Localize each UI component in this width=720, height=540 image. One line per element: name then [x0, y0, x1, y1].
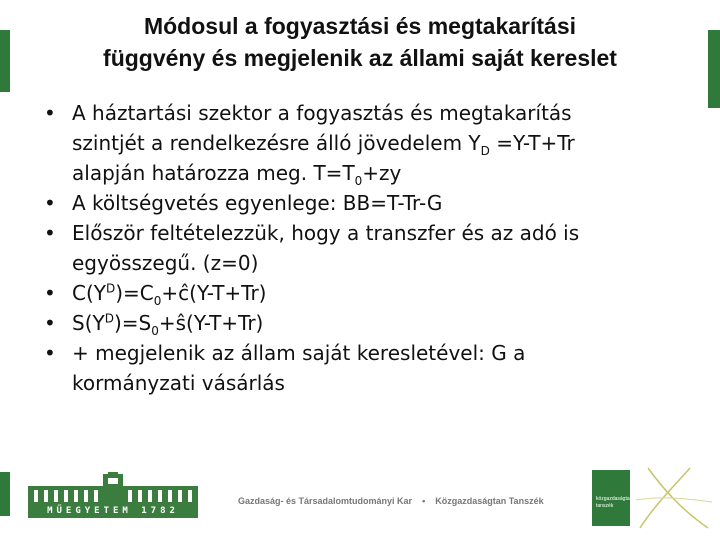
bullet-6-line-2: kormányzati vásárlás [72, 371, 285, 395]
bullet-dot: • [44, 281, 56, 305]
bullet-1-line-3 [72, 158, 680, 188]
bullet-item-6 [40, 338, 680, 398]
text-part: +ŝ(Y-T+Tr) [158, 311, 264, 335]
text-part: +ĉ(Y-T+Tr) [161, 281, 267, 305]
text-part: +zy [362, 161, 402, 185]
bullet-4-text [72, 278, 680, 308]
title-line-2: függvény és megjelenik az állami saját kereslet [103, 45, 617, 71]
text-part: )=S [113, 311, 152, 335]
left-footer-accent-bar [0, 472, 10, 516]
text-part: S(Y [72, 311, 105, 335]
faculty-name: Gazdaság- és Társadalomtudományi Kar [238, 496, 413, 506]
bullet-item-2 [40, 188, 680, 218]
title-line-1: Módosul a fogyasztási és megtakarítási [143, 13, 577, 39]
footer-separator: • [422, 496, 426, 506]
bullet-3-line-1: Először feltételezzük, hogy a transzfer és az adó is [72, 221, 580, 245]
bullet-list [40, 98, 680, 398]
bullet-5-text [72, 308, 680, 338]
bullet-dot: • [44, 191, 56, 215]
subscript: 0 [153, 294, 162, 308]
bullet-2-text: A költségvetés egyenlege: BB=T-Tr-G [72, 191, 443, 215]
subscript: D [480, 144, 490, 158]
bullet-6-line-1: + megjelenik az állam saját keresletével: G a [72, 341, 526, 365]
bullet-dot: • [44, 101, 56, 125]
text-part: alapján határozza meg. T=T [72, 161, 355, 185]
department-logo-text: közgazdaságtan tanszék [596, 496, 633, 509]
bullet-dot: • [44, 341, 56, 365]
department-name: Közgazdaságtan Tanszék [435, 496, 544, 506]
text-part: C(Y [72, 281, 106, 305]
bullet-dot: • [44, 311, 56, 335]
bullet-dot: • [44, 221, 56, 245]
department-decoration-icon [634, 466, 714, 530]
text-part: )=C [115, 281, 154, 305]
text-part: szintjét a rendelkezésre álló jövedelem Y [72, 131, 481, 155]
left-accent-bar [0, 30, 10, 92]
bullet-item-5 [40, 308, 680, 338]
bullet-item-1 [40, 98, 680, 188]
slide-title [40, 10, 680, 74]
bullet-item-3 [40, 218, 680, 278]
bullet-1-line-2 [72, 128, 680, 158]
bullet-3-line-2: egyösszegű. (z=0) [72, 251, 259, 275]
subscript: 0 [151, 324, 159, 338]
bullet-1-line-1: A háztartási szektor a fogyasztás és megtakarítás [72, 101, 572, 125]
right-accent-bar [708, 30, 720, 108]
bullet-item-4 [40, 278, 680, 308]
footer-text [238, 496, 544, 506]
superscript: D [104, 311, 114, 326]
text-part: =Y-T+Tr [489, 131, 575, 155]
superscript: D [105, 281, 116, 296]
subscript: 0 [354, 174, 363, 188]
university-caption: MŰEGYETEM 1782 [28, 505, 198, 518]
department-logo-box [592, 470, 633, 526]
